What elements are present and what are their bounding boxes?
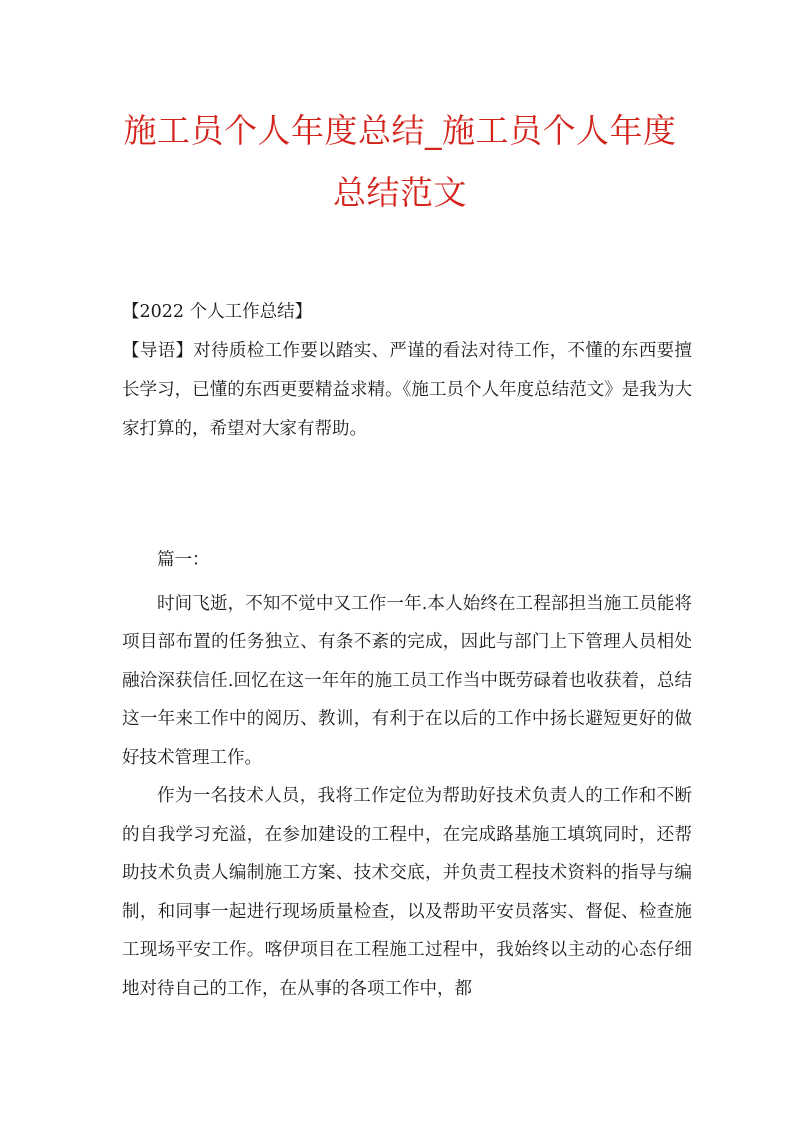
section-label: 篇一： [157,550,210,570]
document-body [122,541,692,1008]
body-paragraph: 作为一名技术人员，我将工作定位为帮助好技术负责人的工作和不断的自我学习充溢，在参加建设的工程中，在完成路基施工填筑同时，还帮助技术负责人编制施工方案、技术交底，并负责工程技术资料的指导与编制，和同事一起进行现场质量检查，以及帮助平安员落实、督促、检查施工现场平安工作。喀伊项目在工程施工过程中，我始终以主动的心态仔细地对待自己的工作，在从事的各项工作中，都 [122,786,692,999]
document-title: 施工员个人年度总结_施工员个人年度总结范文 [123,111,677,212]
category-tag: 【2022 个人工作总结】 [122,302,313,322]
body-paragraph: 时间飞逝，不知不觉中又工作一年.本人始终在工程部担当施工员能将项目部布置的任务独立、有条不紊的完成，因此与部门上下管理人员相处融洽深获信任.回忆在这一年年的施工员工作当中既劳碌着也收获着，总结这一年来工作中的阅历、教训，有利于在以后的工作中扬长避短更好的做好技术管理工作。 [122,593,692,768]
document-meta [122,293,692,449]
intro-paragraph: 【导语】对待质检工作要以踏实、严谨的看法对待工作，不懂的东西要擅长学习，已懂的东西更要精益求精。《施工员个人年度总结范文》是我为大家打算的，希望对大家有帮助。 [122,341,692,439]
